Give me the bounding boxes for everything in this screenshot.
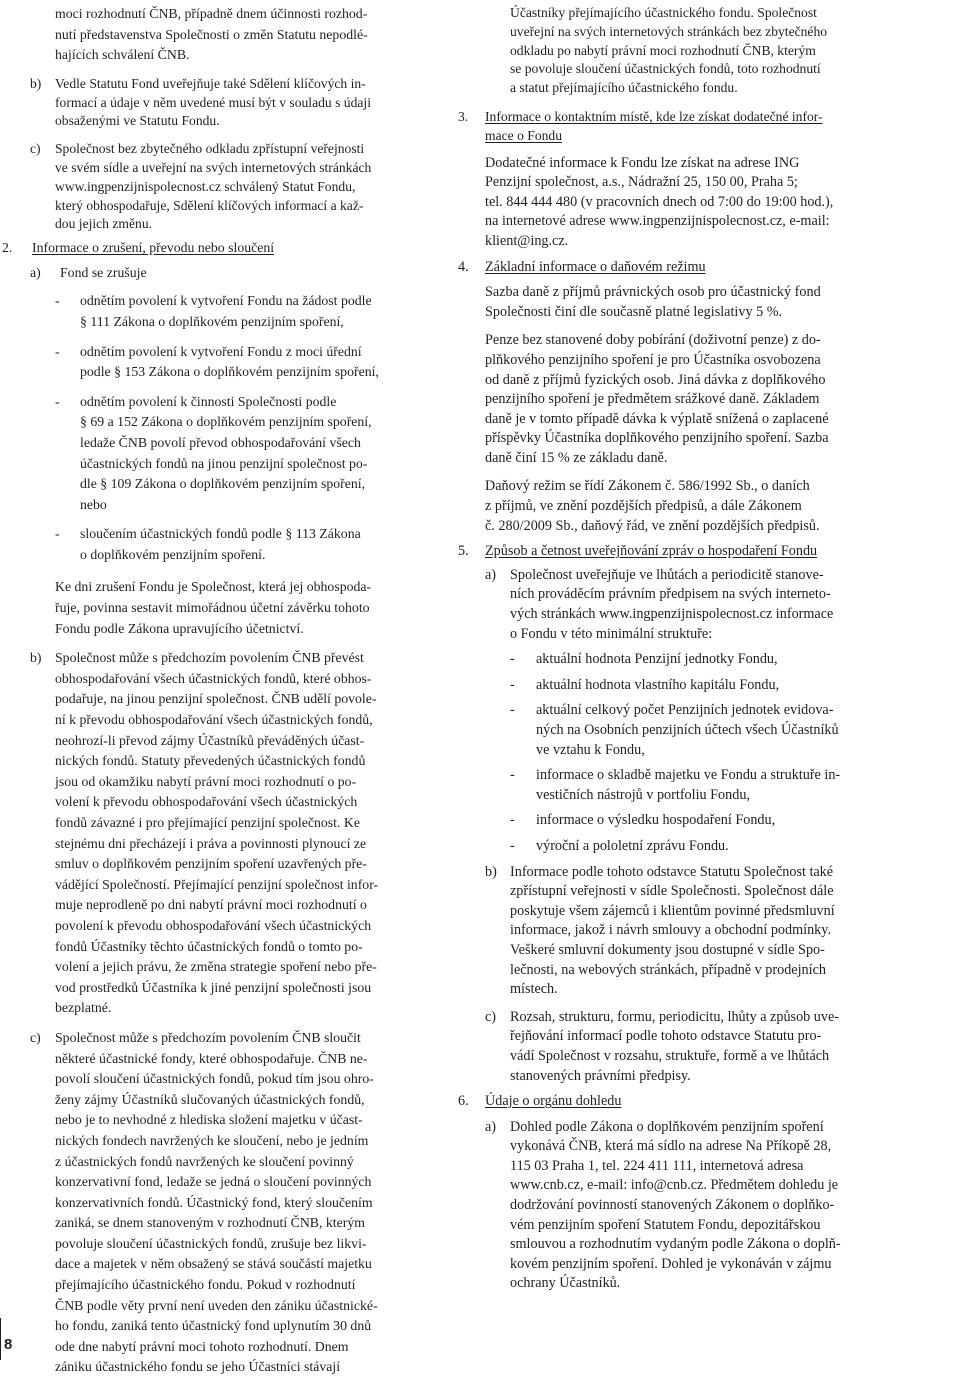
section-title: Způsob a četnost uveřejňování zpráv o hospodaření Fondu xyxy=(485,543,818,560)
page-number: 8 xyxy=(4,1336,13,1353)
text-line: aktuální hodnota Penzijní jednotky Fondu, xyxy=(536,651,778,668)
dash-marker: - xyxy=(510,676,515,693)
section-number: 3. xyxy=(458,108,469,124)
text-line: Dodatečné informace k Fondu lze získat na adrese ING xyxy=(485,154,800,171)
text-line: zániku účastnického fondu se jeho Účastníci stávají xyxy=(55,1359,341,1375)
text-line: Dohled podle Zákona o doplňkovém penzijním spoření xyxy=(510,1118,824,1135)
section-number: 6. xyxy=(458,1093,469,1110)
text-line: od daně z příjmů fyzických osob. Jiná dávka z doplňkového xyxy=(485,371,826,388)
bullet-item xyxy=(55,291,430,332)
text-line: jsou od okamžiku nabytí právní moci rozhodnutí o po- xyxy=(55,773,357,789)
text-line: moci rozhodnutí ČNB, případně dnem účinnosti rozhod- xyxy=(55,6,368,21)
text-line: příspěvky Účastníka doplňkového penzijního spoření. Sazba xyxy=(485,430,829,447)
text-line: Vedle Statutu Fond uveřejňuje také Sdělení klíčových in- xyxy=(55,75,366,91)
text-line: Účastníky přejímajícího účastnického fondu. Společnost xyxy=(510,5,817,20)
text-line: ve vztahu k Fondu, xyxy=(536,741,645,758)
section-title: Údaje o orgánu dohledu xyxy=(485,1093,622,1110)
text-line: ledaže ČNB povolí převod obhospodařování všech xyxy=(80,434,361,450)
bullet-item xyxy=(510,837,885,857)
item-marker: b) xyxy=(485,863,497,880)
text-line: o Fondu v této minimální struktuře: xyxy=(510,625,713,642)
text-line: vádí Společnost v rozsahu, struktuře, formě a ve lhůtách xyxy=(510,1047,830,1064)
text-line: kovém penzijním spoření. Dohled je vykonáván v zájmu xyxy=(510,1255,832,1272)
text-line: ních prováděcím právním předpisem na svých interneto- xyxy=(510,586,831,603)
text-line: daně činí 15 % ze základu daně. xyxy=(485,449,668,466)
text-line: aktuální celkový počet Penzijních jednotek evidova- xyxy=(536,702,834,719)
item-marker: c) xyxy=(30,141,41,157)
text-line: ode dne nabytí právní moci tohoto rozhodnutí. Dnem xyxy=(55,1338,349,1354)
text-line: hajících schválení ČNB. xyxy=(55,47,190,63)
text-line: nických fondů. Statuty převedených účastnických fondů xyxy=(55,753,366,769)
text-line: smlouvou a rozhodnutím vydaným podle Zákona o doplň- xyxy=(510,1236,841,1253)
text-line: vestičních nástrojů v portfoliu Fondu, xyxy=(536,786,750,803)
section-2c xyxy=(30,1028,430,1378)
section-number: 4. xyxy=(458,258,469,275)
dash-marker: - xyxy=(510,812,515,829)
bullet-item xyxy=(55,524,430,565)
bullet-item xyxy=(55,392,430,516)
text-line: zaniká, se dnem stanoveným v rozhodnutí ČNB, kterým xyxy=(55,1215,365,1231)
section-title: mace o Fondu xyxy=(485,127,563,143)
text-line: vádějící Společností. Přejímající penzijní společnost infor- xyxy=(55,876,379,892)
dash-marker: - xyxy=(510,767,515,784)
text-line: odkladu po nabytí právní moci rozhodnutí ČNB, kterým xyxy=(510,42,816,58)
text-line: odnětím povolení k vytvoření Fondu z moci úřední xyxy=(80,343,362,359)
text-line: povoluje sloučení účastnických fondů, zrušuje bez likvi- xyxy=(55,1235,367,1251)
section-number: 2. xyxy=(2,240,13,256)
text-line: www.ingpenzijnispolecnost.cz schválený Statut Fondu, xyxy=(55,178,356,194)
text-line: fondů závazné i pro přejímající penzijní společnost. Ke xyxy=(55,815,360,830)
text-line: Penzijní společnost, a.s., Nádražní 25, 150 00, Praha 5; xyxy=(485,174,798,191)
text-line: obhospodařování všech účastnických fondů, které obhos- xyxy=(55,670,372,686)
text-line: Rozsah, strukturu, formu, periodicitu, lhůty a způsob uve- xyxy=(510,1008,840,1025)
section-4-heading xyxy=(455,258,885,278)
page-edge-rule xyxy=(0,1318,1,1360)
text-line: řejňování informací podle tohoto odstavce Statutu pro- xyxy=(510,1028,822,1045)
text-line: nických fondech navržených ke sloučení, nebo je jedním xyxy=(55,1132,369,1148)
tax-paragraph xyxy=(485,477,885,536)
text-line: ve svém sídle a uveřejní na svých internetových stránkách xyxy=(55,159,372,175)
item-marker: b) xyxy=(30,650,42,666)
text-line: sloučením účastnických fondů podle § 113 Zákona xyxy=(80,526,361,542)
text-line: stanovených právními předpisy. xyxy=(510,1067,691,1084)
text-line: dou jejich změnu. xyxy=(55,216,153,232)
text-line: konzervativních fondů. Účastnický fond, který sloučením xyxy=(55,1194,373,1210)
section-2b xyxy=(30,648,430,1019)
section-6a xyxy=(455,1118,885,1294)
section-5c xyxy=(455,1008,885,1086)
text-line: nebo je to nevhodné z hlediska složení majetku v účast- xyxy=(55,1112,363,1128)
text-line: Sazba daně z příjmů právnických osob pro účastnický fond xyxy=(485,284,821,301)
bullet-item xyxy=(510,701,885,760)
text-line: povolí sloučení účastnických fondů, pokud tím jsou ohro- xyxy=(55,1071,374,1087)
text-line: informace o skladbě majetku ve Fondu a struktuře in- xyxy=(536,767,841,784)
text-line: § 111 Zákona o doplňkovém penzijním spoření, xyxy=(80,313,344,329)
text-line: odnětím povolení k vytvoření Fondu na žádost podle xyxy=(80,293,372,309)
bullet-list xyxy=(30,291,430,565)
text-line: § 69 a 152 Zákona o doplňkovém penzijním spoření, xyxy=(80,414,372,430)
text-line: ho fondu, zaniká tento účastnický fond uplynutím 30 dnů xyxy=(55,1318,372,1334)
text-line: z účastnických fondů navržených ke sloučení povinný xyxy=(55,1153,354,1169)
text-line: č. 280/2009 Sb., daňový řád, ve znění pozdějších předpisů. xyxy=(485,517,820,534)
text-line: tel. 844 444 480 (v pracovních dnech od 7:00 do 19:00 hod.), xyxy=(485,193,834,210)
dash-marker: - xyxy=(510,702,515,719)
item-title: Fond se zrušuje xyxy=(60,264,147,280)
dash-marker: - xyxy=(55,293,60,309)
text-line: volení k převodu obhospodařování všech účastnických xyxy=(55,794,358,810)
text-line: penzijního spoření je předmětem srážkové daně. Základem xyxy=(485,391,820,408)
text-line: stejnému dni přecházejí i práva a povinnosti plynoucí ze xyxy=(55,835,367,851)
text-line: obsaženými ve Statutu Fondu. xyxy=(55,113,220,129)
section-title: Informace o kontaktním místě, kde lze získat dodatečné infor- xyxy=(485,108,823,124)
text-line: formací a údaje v něm uvedené musí být v souladu s údaji xyxy=(55,94,371,110)
section-3-heading xyxy=(455,108,885,146)
closing-paragraph xyxy=(30,577,430,639)
text-line: ženy zájmy Účastníků slučovaných účastnických fondů, xyxy=(55,1091,365,1107)
text-line: zpřístupní veřejnosti v sídle Společnosti. Společnost dále xyxy=(510,883,834,900)
bullet-item xyxy=(510,676,885,696)
section-number: 5. xyxy=(458,543,469,560)
text-line: vykonává ČNB, která má sídlo na adrese Na Příkopě 28, xyxy=(510,1138,832,1155)
text-line: lečnosti, na webových stránkách, případně v prodejních xyxy=(510,961,826,978)
section-title: Základní informace o daňovém režimu xyxy=(485,258,706,275)
text-line: řuje, povinna sestavit mimořádnou účetní závěrku tohoto xyxy=(55,600,370,616)
text-line: o doplňkovém penzijním spoření. xyxy=(80,546,266,562)
text-line: Ke dni zrušení Fondu je Společnost, která jej obhospoda- xyxy=(55,579,372,595)
text-line: Společnost může s předchozím povolením ČNB sloučit xyxy=(55,1029,361,1045)
text-line: Společnost může s předchozím povolením ČNB převést xyxy=(55,650,364,666)
section-2-heading xyxy=(2,238,430,259)
text-line: fondů Účastníky těchto účastnických fondů o tomto po- xyxy=(55,938,363,954)
text-line: Fondu podle Zákona upravujícího účetnictví. xyxy=(55,620,304,636)
text-line: uveřejní na svých internetových stránkách bez zbytečného xyxy=(510,23,828,39)
text-line: ní k převodu obhospodařování všech účastnických fondů, xyxy=(55,712,373,728)
text-line: ných na Osobních penzijních účtech všech Účastníků xyxy=(536,722,839,739)
text-line: Společnosti činí dle současně platné legislativy 5 %. xyxy=(485,303,783,320)
text-line: aktuální hodnota vlastního kapitálu Fondu, xyxy=(536,676,780,693)
text-line: neohrozí-li převod zájmy Účastníků převáděných účast- xyxy=(55,732,365,748)
tax-paragraph xyxy=(485,331,885,468)
text-line: informace o výsledku hospodaření Fondu, xyxy=(536,812,776,829)
text-line: smluv o doplňkovém penzijním spoření uzavřených pře- xyxy=(55,856,367,872)
item-marker: a) xyxy=(485,1118,497,1135)
text-line: poskytuje všem zájemců i klientům povinné předsmluvní xyxy=(510,902,835,919)
item-b-vedle-statutu xyxy=(30,75,430,131)
text-line: povolení k převodu obhospodařování všech účastnických xyxy=(55,917,372,933)
text-line: Společnost uveřejňuje ve lhůtách a periodicitě stanove- xyxy=(510,566,824,583)
text-line: místech. xyxy=(510,981,558,998)
section-5-heading xyxy=(455,542,885,562)
item-marker: a) xyxy=(30,264,41,280)
section-4-body xyxy=(455,283,885,536)
text-line: některé účastnické fondy, které obhospodařuje. ČNB ne- xyxy=(55,1050,368,1066)
text-line: daně je v tomto případě dávka k výplatě snížená o zaplacené xyxy=(485,410,829,427)
right-column xyxy=(455,4,885,1294)
text-line: nebo xyxy=(80,496,107,512)
bullet-item xyxy=(510,811,885,831)
item-marker: a) xyxy=(485,566,497,583)
section-5b xyxy=(455,863,885,1000)
intro-paragraph xyxy=(30,4,430,66)
text-line: na internetové adrese www.ingpenzijnispolecnost.cz, e-mail: xyxy=(485,213,830,230)
tax-paragraph xyxy=(485,283,885,322)
text-line: bezplatné. xyxy=(55,1000,112,1016)
item-marker: c) xyxy=(485,1008,497,1025)
text-line: konzervativní fond, ledaže se jedná o sloučení povinných xyxy=(55,1174,372,1190)
text-line: výroční a pololetní zprávu Fondu. xyxy=(536,837,729,854)
text-line: informace, jakož i návrh smlouvy a obchodní podmínky. xyxy=(510,922,831,939)
section-5a xyxy=(455,566,885,857)
section-3-body xyxy=(455,154,885,252)
text-line: vod prostředků Účastníka k jiné penzijní společnosti jsou xyxy=(55,979,372,995)
text-line: Informace podle tohoto odstavce Statutu Společnost také xyxy=(510,863,834,880)
text-line: nutí představenstva Společnosti o změn Statutu nepodlé- xyxy=(55,26,368,42)
dash-marker: - xyxy=(55,393,60,409)
text-line: volení a jejich právu, že změna strategie spoření nebo pře- xyxy=(55,959,377,975)
item-marker: c) xyxy=(30,1029,41,1045)
text-line: vých stránkách www.ingpenzijnispolecnost.cz informace xyxy=(510,606,834,623)
text-line: dle § 109 Zákona o doplňkovém penzijním spoření, xyxy=(80,476,366,492)
text-line: podařuje, na jinou penzijní společnost. ČNB udělí povole- xyxy=(55,691,377,707)
text-line: 115 03 Praha 1, tel. 224 411 111, internetová adresa xyxy=(510,1157,804,1174)
text-line: dodržování povinností stanovených Zákonem o doplňko- xyxy=(510,1197,835,1214)
text-line: plňkového penzijního spoření je pro Účastníka osvobozena xyxy=(485,351,821,368)
text-line: který obhospodařuje, Sdělení klíčových informací a kaž- xyxy=(55,197,364,213)
dash-marker: - xyxy=(55,526,60,542)
left-column xyxy=(2,4,430,1378)
text-line: se povoluje sloučení účastnických fondů, toto rozhodnutí xyxy=(510,61,821,77)
text-line: www.cnb.cz, e-mail: info@cnb.cz. Předmětem dohledu je xyxy=(510,1177,839,1194)
item-marker: b) xyxy=(30,75,42,91)
section-2a xyxy=(30,263,430,640)
section-title: Informace o zrušení, převodu nebo sloučení xyxy=(32,240,275,256)
text-line: Penze bez stanovené doby pobírání (doživotní penze) z do- xyxy=(485,332,821,349)
text-line: Daňový režim se řídí Zákonem č. 586/1992 Sb., o daních xyxy=(485,478,810,495)
text-line: odnětím povolení k činnosti Společnosti podle xyxy=(80,393,337,409)
text-line: účastnických fondů na jinou penzijní společnost po- xyxy=(80,455,368,471)
text-line: dace a majetek v něm obsažený se stává součástí majetku xyxy=(55,1256,372,1272)
section-6-heading xyxy=(455,1092,885,1112)
text-line: z příjmů, ve znění pozdějších předpisů, a dále Zákonem xyxy=(485,498,802,515)
text-line: přejímajícího účastnického fondu. Pokud v rozhodnutí xyxy=(55,1277,356,1293)
bullet-item xyxy=(510,766,885,805)
bullet-list xyxy=(510,650,885,856)
text-line: klient@ing.cz. xyxy=(485,232,569,249)
text-line: Společnost bez zbytečného odkladu zpřístupní veřejnosti xyxy=(55,141,365,157)
text-line: Veškeré smluvní dokumenty jsou dostupné v sídle Spo- xyxy=(510,941,825,958)
item-c-spolecnost xyxy=(30,140,430,234)
text-line: muje neprodleně po dni nabytí právní moci rozhodnutí o xyxy=(55,897,367,913)
continued-paragraph xyxy=(455,4,885,98)
dash-marker: - xyxy=(510,651,515,668)
text-line: podle § 153 Zákona o doplňkovém penzijním spoření, xyxy=(80,364,379,380)
text-line: ČNB podle věty první není uveden den zániku účastnické- xyxy=(55,1297,378,1313)
text-line: ochrany Účastníků. xyxy=(510,1275,621,1292)
text-line: vém penzijním spoření Statutem Fondu, depozitářskou xyxy=(510,1216,821,1233)
bullet-item xyxy=(510,650,885,670)
bullet-item xyxy=(55,342,430,383)
dash-marker: - xyxy=(55,343,60,359)
text-line: a statut přejímajícího účastnického fondu. xyxy=(510,80,738,96)
dash-marker: - xyxy=(510,837,515,854)
